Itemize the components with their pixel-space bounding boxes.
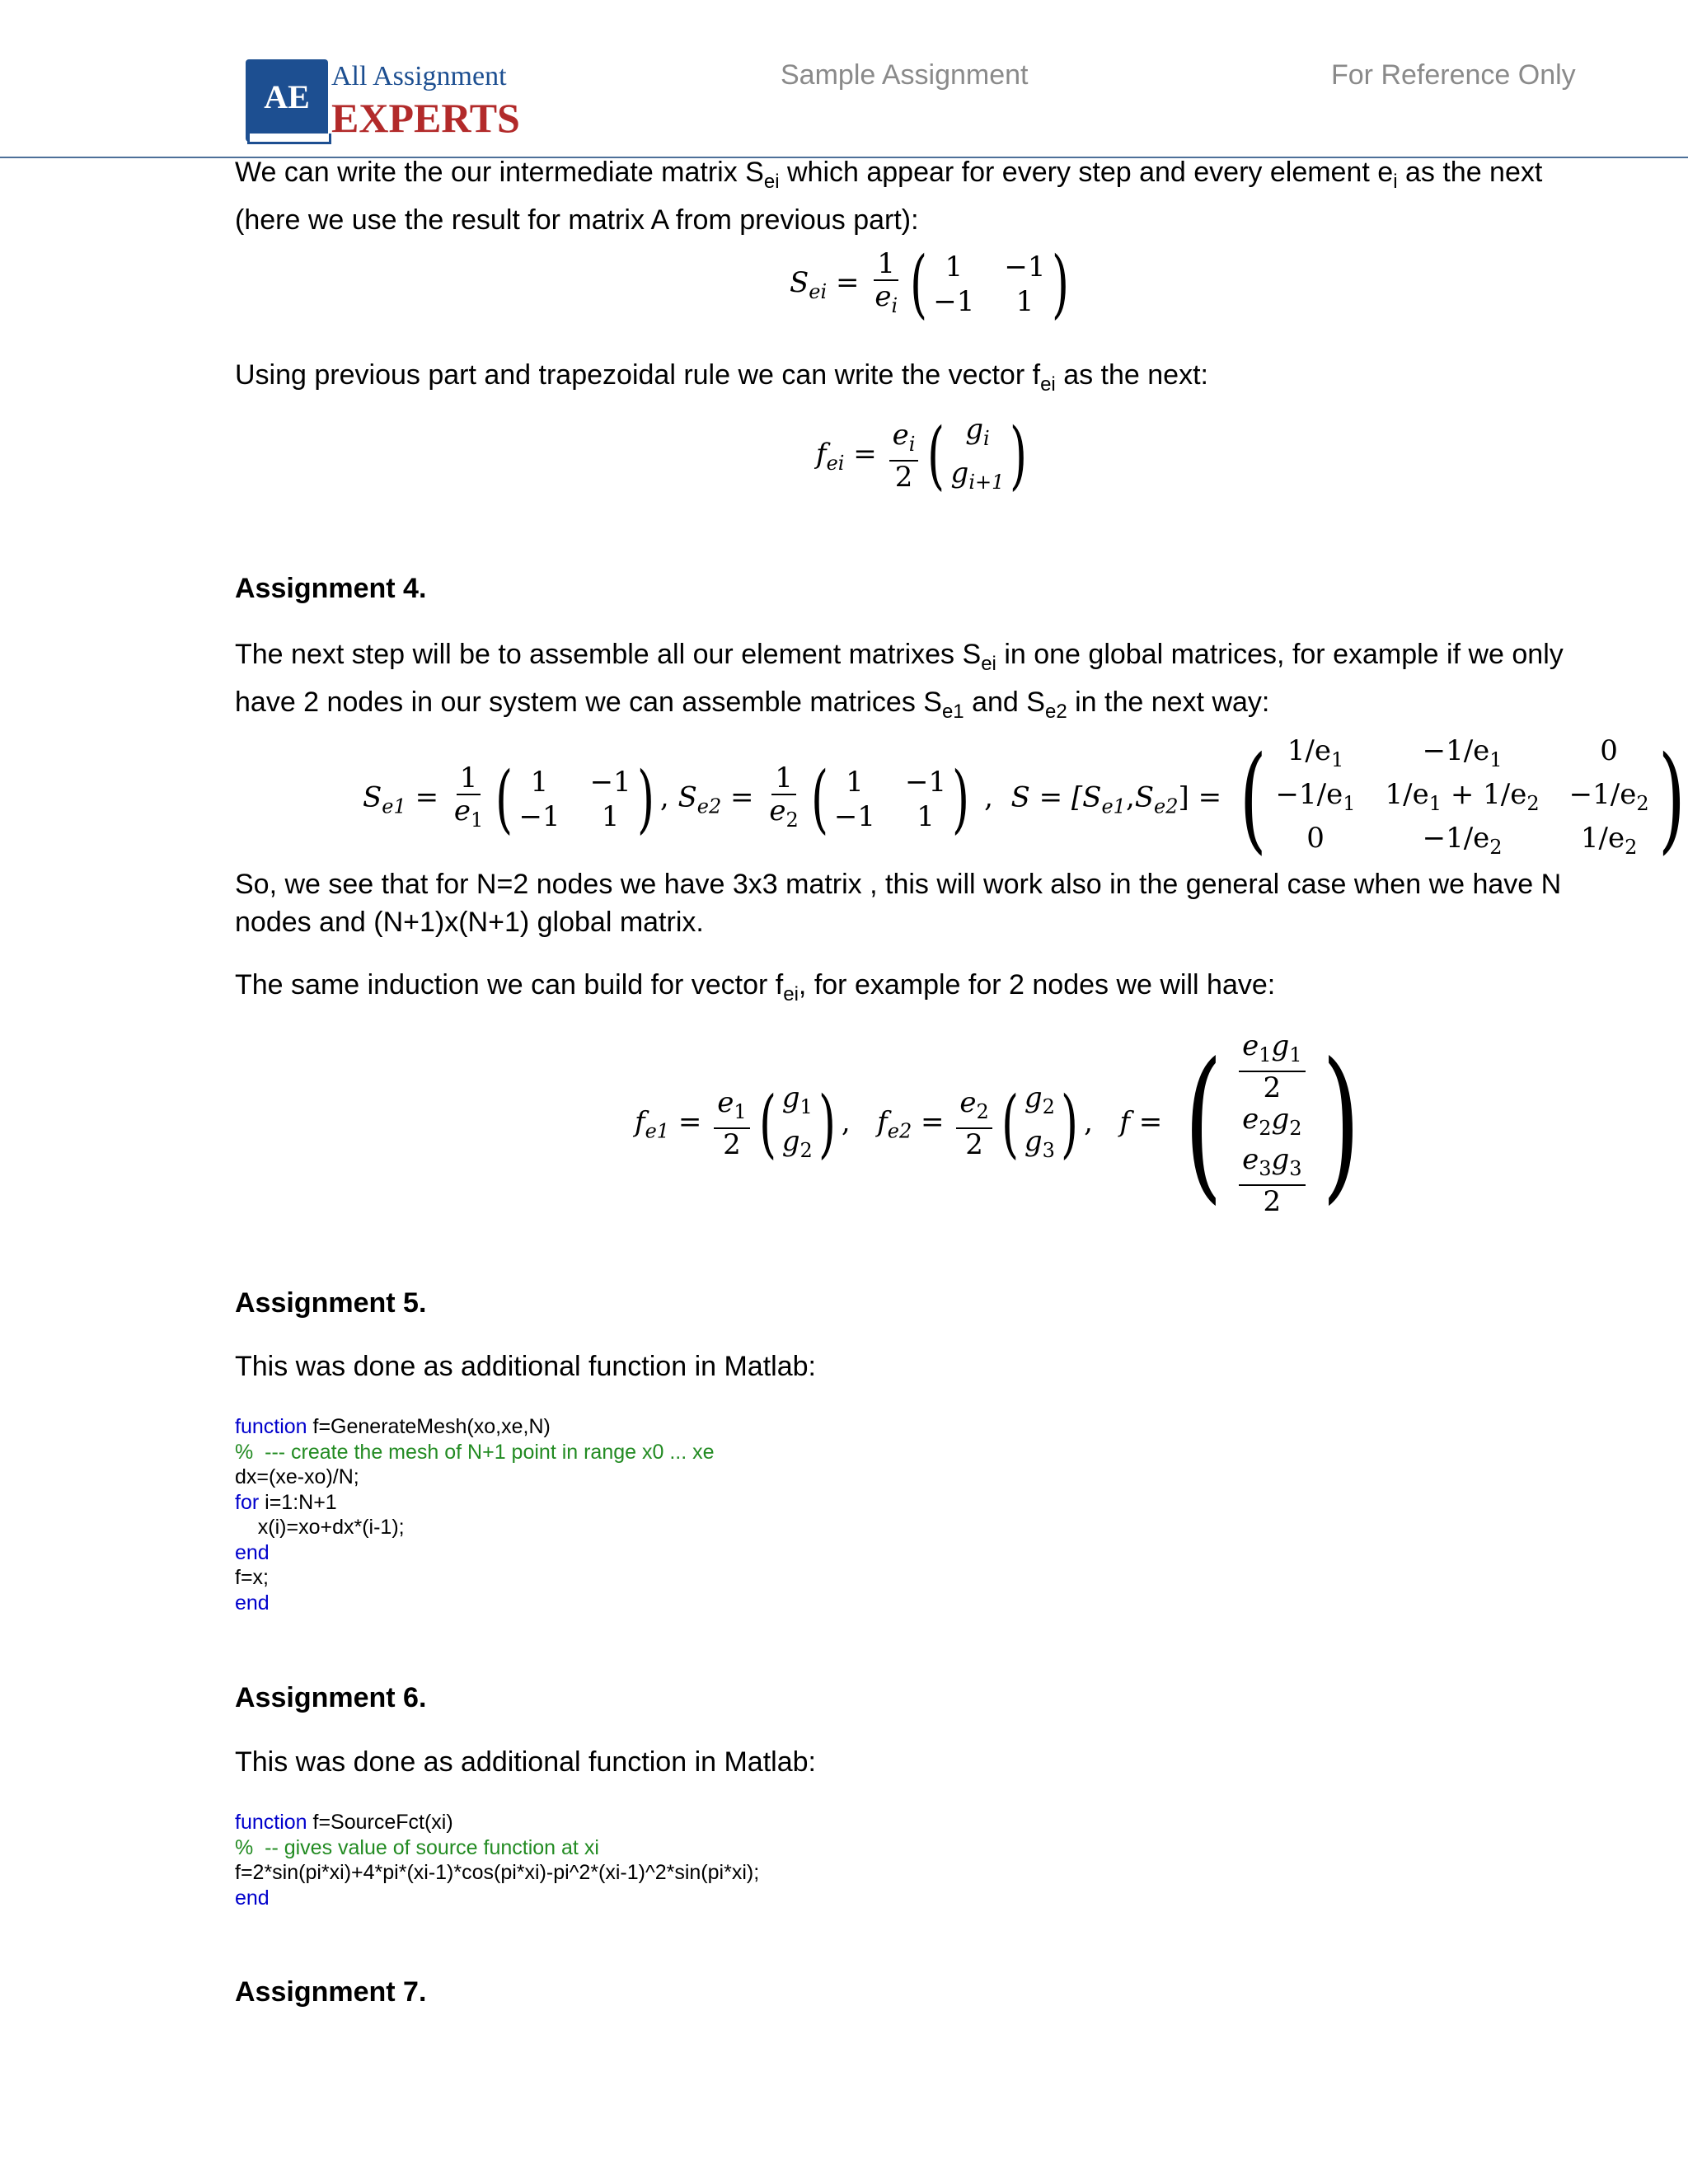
code-source-fct: function f=SourceFct(xi) % -- gives value of source function at xi f=2*sin(pi*xi)+4*pi*(xi-1)*cos(pi*xi)-pi^2*(xi-1)^2*sin(pi*xi); end: [235, 1811, 760, 1910]
logo-book-icon: [247, 134, 331, 144]
heading-assignment-6: Assignment 6.: [235, 1682, 427, 1713]
heading-assignment-5: Assignment 5.: [235, 1287, 427, 1319]
equation-assembly: $S_{e1}$ = $\frac{1}{e_1}$ ( 1 −1 −1 1 ) , $S_{e2}$ = $\frac{1}{e_2}$ ( 1 −1 −1 1 ) , $S = [S_{e1},S_{e2}]$ = ( $1/e_1$ $-1/e_1$ 0 $-1/e_1$ $1/e_1 + 1/e_2$ $-1/e_2$ 0 $-1/e_2$ $1/e_2$ ): [363, 731, 1686, 866]
equation-fei: $f_{ei}$ = $\frac{e_i}{2}$ ( $g_i$ $g_{i+1}$ ): [816, 412, 1028, 499]
paragraph-intermediate-matrix: We can write the our intermediate matrix $S_{ei}$ which appear for every step and every element $e_i$ as the next (here we use the result for matrix A from previous part):: [235, 157, 1543, 236]
heading-assignment-4: Assignment 4.: [235, 573, 427, 604]
paragraph-a5: This was done as additional function in Matlab:: [235, 1351, 816, 1382]
logo-text-top: All Assignment: [331, 61, 507, 91]
header-center: Sample Assignment: [781, 59, 1029, 91]
header-right: For Reference Only: [1331, 59, 1576, 91]
paragraph-vector-induction: The same induction we can build for vector $f_{ei}$, for example for 2 nodes we will have:: [235, 969, 1276, 1005]
paragraph-a6: This was done as additional function in Matlab:: [235, 1746, 816, 1778]
paragraph-vector-fei: Using previous part and trapezoidal rule we can write the vector $f_{ei}$ as the next:: [235, 359, 1208, 396]
equation-vector-f: $f_{e1}$ = $\frac{e_1}{2}$ ( $g_1$ $g_2$ ) , $f_{e2}$ = $\frac{e_2}{2}$ ( $g_2$ $g_3$ ) , f = ( $\frac{e_1g_1}{2}$ $e_2g_2$ $\frac{e_3g_3}{2}$ ): [635, 1027, 1360, 1220]
paragraph-general-case: So, we see that for N=2 nodes we have 3x3 matrix , this will work also in the general case when we have N nodes and (N+1)x(N+1) global matrix.: [235, 869, 1562, 938]
code-generate-mesh: function f=GenerateMesh(xo,xe,N) % --- create the mesh of N+1 point in range x0 ... xe dx=(xe-xo)/N; for i=1:N+1 x(i)=xo+dx*(i-1); end f=x; end: [235, 1415, 715, 1615]
logo-mark: AE: [246, 59, 328, 142]
heading-assignment-7: Assignment 7.: [235, 1976, 427, 2008]
equation-sei: $S_{ei}$ = $\frac{1}{e_i}$ ( 1 −1 −1 1 ): [790, 241, 1069, 327]
paragraph-assemble: The next step will be to assemble all our element matrixes $S_{ei}$ in one global matrices, for example if we only have 2 nodes in our system we can assemble matrices $S_{e1}$ and $S_{e2}$ in the next way:: [235, 639, 1564, 723]
logo-text-bottom: EXPERTS: [331, 95, 520, 141]
